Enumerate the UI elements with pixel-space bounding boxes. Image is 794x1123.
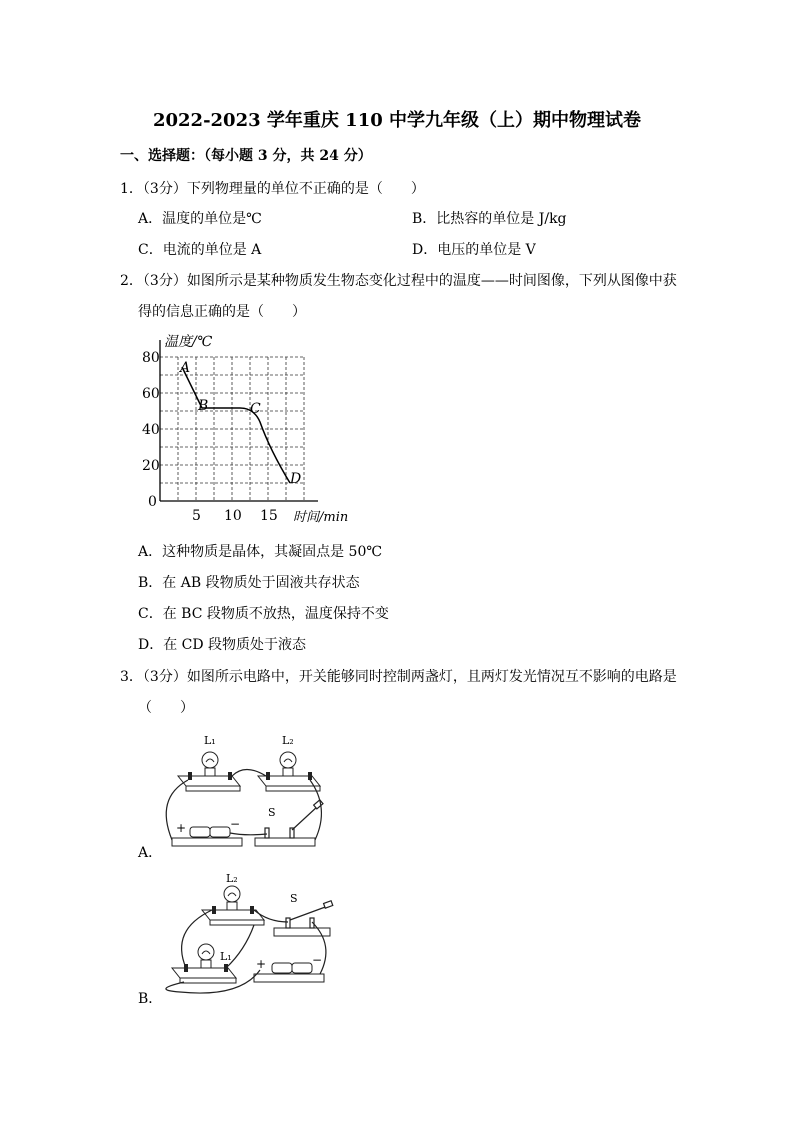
circuit-a-l2-label: L₂ <box>282 734 294 747</box>
q3-option-a-label: A． <box>138 845 163 861</box>
q3-stem-line2: （ ） <box>138 700 194 716</box>
circuit-b-s-label: S <box>290 892 298 905</box>
bulb-l2-icon <box>224 886 240 910</box>
circuit-a-diagram <box>150 728 340 858</box>
q2-option-b: B．在 AB 段物质处于固液共存状态 <box>138 575 360 591</box>
switch-board <box>255 838 315 846</box>
q2-option-d: D．在 CD 段物质处于液态 <box>138 637 307 653</box>
q2-stem-line1: 2．（3分）如图所示是某种物质发生物态变化过程中的温度——时间图像，下列从图像中获 <box>120 273 677 289</box>
q3-option-b-label: B． <box>138 991 163 1007</box>
ytick-80: 80 <box>142 350 160 366</box>
xtick-5: 5 <box>192 508 201 524</box>
q1-stem: 1．（3分）下列物理量的单位不正确的是（ ） <box>120 181 425 197</box>
bulb-l2-icon <box>280 752 296 776</box>
graph-xlabel: 时间/min <box>293 510 349 525</box>
point-label-b: B <box>198 398 209 414</box>
circuit-a-l1-label: L₁ <box>204 734 216 747</box>
point-label-c: C <box>250 401 261 417</box>
battery-icon <box>190 827 230 837</box>
ytick-60: 60 <box>142 386 160 402</box>
bulb-l1-icon <box>198 944 214 968</box>
q1-option-d: D．电压的单位是 V <box>412 242 536 258</box>
page-title: 2022-2023 学年重庆 110 中学九年级（上）期中物理试卷 <box>152 110 642 131</box>
q2-option-c: C．在 BC 段物质不放热，温度保持不变 <box>138 606 389 622</box>
xtick-15: 15 <box>260 508 278 524</box>
circuit-a-s-label: S <box>268 806 276 819</box>
circuit-b-l1-label: L₁ <box>220 950 232 963</box>
point-label-d: D <box>290 471 302 487</box>
section-heading: 一、选择题：（每小题 3 分，共 24 分） <box>120 148 372 164</box>
q2-stem-line2: 得的信息正确的是（ ） <box>138 304 306 320</box>
circuit-b-l2-label: L₂ <box>226 872 238 885</box>
circuit-b-minus: − <box>312 953 323 967</box>
temperature-curve <box>182 367 290 483</box>
battery-icon <box>272 963 312 973</box>
l2-board <box>202 910 264 920</box>
graph-grid <box>160 357 305 501</box>
xtick-10: 10 <box>224 508 242 524</box>
battery-board <box>172 838 242 846</box>
circuit-b-plus: + <box>256 957 267 971</box>
q1-option-b: B．比热容的单位是 J/kg <box>412 211 567 227</box>
bulb-l1-icon <box>202 752 218 776</box>
q1-option-c: C．电流的单位是 A <box>138 242 262 258</box>
graph-ylabel: 温度/℃ <box>164 334 213 350</box>
circuit-a-plus: + <box>176 821 187 835</box>
ytick-0: 0 <box>148 494 157 510</box>
temperature-time-graph <box>130 330 370 530</box>
q1-option-a: A．温度的单位是℃ <box>138 211 262 227</box>
point-label-a: A <box>180 360 191 376</box>
circuit-b-diagram <box>150 870 340 1000</box>
ytick-40: 40 <box>142 422 160 438</box>
q2-option-a: A．这种物质是晶体，其凝固点是 50℃ <box>138 544 383 560</box>
ytick-20: 20 <box>142 458 160 474</box>
q3-stem-line1: 3．（3分）如图所示电路中，开关能够同时控制两盏灯，且两灯发光情况互不影响的电路是 <box>120 669 677 685</box>
battery-board <box>254 974 324 982</box>
circuit-a-minus: − <box>230 817 241 831</box>
